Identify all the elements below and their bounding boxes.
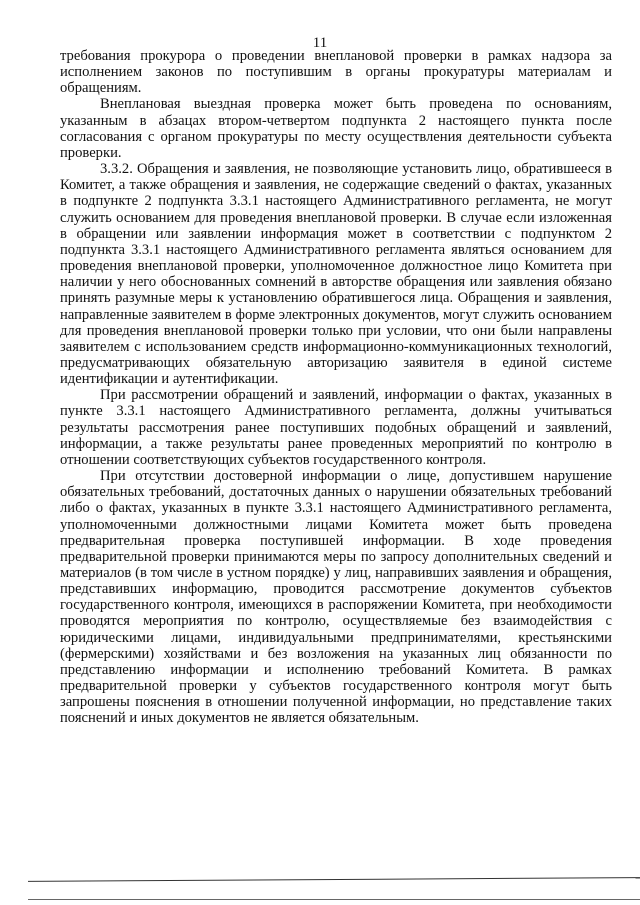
paragraph-unscheduled-inspection: Внеплановая выездная проверка может быть проведена по основаниям, указанным в абзацах втором-четвертом подпункта 2 настоящего пункта после согласования с органом прокуратуры по месту осуществления деятельности субъекта проверки. — [60, 96, 612, 161]
scan-edge-line — [28, 877, 640, 882]
paragraph-preliminary-check: При отсутствии достоверной информации о лице, допустившем нарушение обязательных требований, достаточных данных о нарушении обязательных требований либо о фактах, указанных в пункте 3.3.1 настоящего Административного регламента, уполномоченными должностными лицами Комитета может быть проведена предварительная проверка поступившей информации. В ходе проведения предварительной проверки принимаются меры по запросу дополнительных сведений и материалов (в том числе в устном порядке) у лиц, направивших заявления и обращения, представивших информацию, проводится рассмотрение документов субъектов государственного контроля, имеющихся в распоряжении Комитета, при необходимости проводятся мероприятия по контролю, осуществляемые без взаимодействия с юридическими лицами, индивидуальными предпринимателями, крестьянскими (фермерскими) хозяйствами и без возложения на указанных лиц обязанности по представлению информации и исполнению требований Комитета. В рамках предварительной проверки у субъектов государственного контроля могут быть запрошены пояснения в отношении полученной информации, но представление таких пояснений и иных документов не является обязательным. — [60, 468, 612, 727]
scan-edge-line-lower — [28, 899, 640, 900]
page-number: 11 — [312, 35, 328, 51]
paragraph-consideration: При рассмотрении обращений и заявлений, информации о фактах, указанных в пункте 3.3.1 настоящего Административного регламента, должны учитываться результаты рассмотрения ранее поступивших подобных обращений и заявлений, информации, а также результаты ранее проведенных мероприятий по контролю в отношении соответствующих субъектов государственного контроля. — [60, 387, 612, 468]
paragraph-continuation: требования прокурора о проведении внеплановой проверки в рамках надзора за исполнением законов по поступившим в органы прокуратуры материалам и обращениям. — [60, 48, 612, 97]
paragraph-3-3-2: 3.3.2. Обращения и заявления, не позволяющие установить лицо, обратившееся в Комитет, а также обращения и заявления, не содержащие сведений о фактах, указанных в подпункте 2 подпункта 3.3.1 настоящего Административного регламента, не могут служить основанием для проведения внеплановой проверки. В случае если изложенная в обращении или заявлении информация может в соответствии с подпунктом 2 подпункта 3.3.1 настоящего Административного регламента являться основанием для проведения внеплановой проверки, уполномоченное должностное лицо Комитета при наличии у него обоснованных сомнений в авторстве обращения или заявления обязано принять разумные меры к установлению обратившегося лица. Обращения и заявления, направленные заявителем в форме электронных документов, могут служить основанием для проведения внеплановой проверки только при условии, что они были направлены заявителем с использованием средств информационно-коммуникационных технологий, предусматривающих обязательную авторизацию заявителя в единой системе идентификации и аутентификации. — [60, 161, 612, 388]
document-body — [60, 48, 612, 727]
